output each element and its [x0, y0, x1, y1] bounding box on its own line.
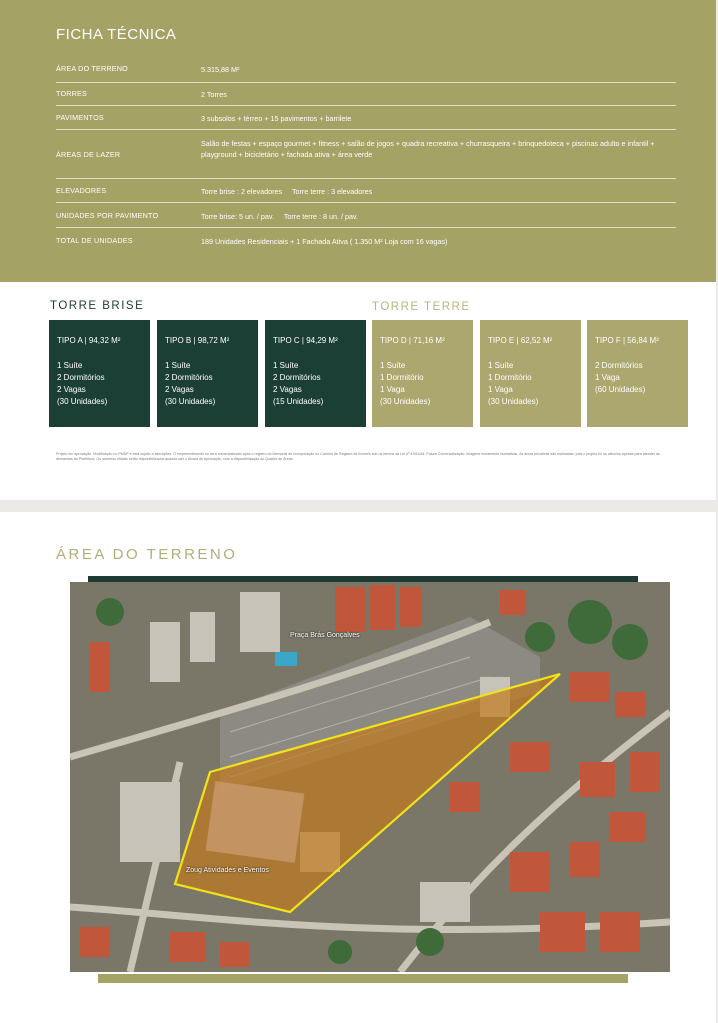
- unit-card-line: 2 Vagas: [57, 385, 86, 394]
- unit-card-tipo-e: [480, 320, 581, 427]
- torre-brise-title: TORRE BRISE: [50, 300, 145, 312]
- unit-card-header: TIPO A | 94,32 M²: [57, 336, 121, 345]
- unit-card-line: 1 Vaga: [380, 385, 405, 394]
- spec-row-pavimentos: [56, 113, 676, 130]
- unit-card-line: 2 Dormitórios: [57, 373, 105, 382]
- spec-label: UNIDADES POR PAVIMENTO: [56, 211, 159, 220]
- unit-card-tipo-f: [587, 320, 688, 427]
- area-terreno-title: ÁREA DO TERRENO: [56, 546, 238, 563]
- map-label-praca: Praça Brás Gonçalves: [290, 632, 360, 639]
- unit-card-line: (30 Unidades): [57, 397, 108, 406]
- unit-card-line: 1 Dormitório: [488, 373, 532, 382]
- unit-card-body: [57, 360, 107, 408]
- spec-row-torres: [56, 89, 676, 106]
- unit-card-body: [595, 360, 645, 396]
- spec-label: TOTAL DE UNIDADES: [56, 236, 133, 245]
- spec-value: 2 Torres: [201, 90, 227, 99]
- spec-row-unidades-pavimento: [56, 211, 676, 228]
- ficha-tecnica-title: FICHA TÉCNICA: [56, 26, 177, 43]
- unit-card-tipo-c: [265, 320, 366, 427]
- unit-card-header: TIPO D | 71,16 M²: [380, 336, 445, 345]
- spec-label: ÁREA DO TERRENO: [56, 64, 128, 73]
- unit-card-body: [165, 360, 215, 408]
- unit-card-line: 2 Vagas: [165, 385, 194, 394]
- spec-label: ÁREAS DE LAZER: [56, 150, 121, 159]
- spec-row-area: [56, 64, 676, 83]
- ficha-tecnica-panel: [0, 0, 716, 282]
- unit-card-body: [488, 360, 538, 408]
- unit-card-line: (30 Unidades): [380, 397, 431, 406]
- unit-card-line: 2 Dormitórios: [165, 373, 213, 382]
- unit-card-line: 2 Vagas: [273, 385, 302, 394]
- unit-card-line: 1 Vaga: [488, 385, 513, 394]
- area-terreno-page: [0, 512, 716, 1023]
- unit-card-header: TIPO B | 98,72 M²: [165, 336, 230, 345]
- unit-card-line: (30 Unidades): [488, 397, 539, 406]
- technical-sheet-page: [0, 0, 716, 500]
- spec-value: 5.315,88 M²: [201, 65, 240, 74]
- spec-label: ELEVADORES: [56, 186, 107, 195]
- unit-card-header: TIPO E | 62,52 M²: [488, 336, 553, 345]
- spec-row-total-unidades: [56, 236, 676, 252]
- unit-card-body: [380, 360, 430, 408]
- torre-terre-title: TORRE TERRE: [372, 301, 471, 313]
- decorative-bar-bottom: [98, 974, 628, 983]
- unit-card-line: 1 Suíte: [165, 361, 191, 370]
- spec-label: PAVIMENTOS: [56, 113, 104, 122]
- unit-card-line: 1 Suíte: [273, 361, 299, 370]
- unit-card-line: (60 Unidades): [595, 385, 646, 394]
- unit-card-line: 2 Dormitórios: [595, 361, 643, 370]
- unit-card-line: 1 Suíte: [380, 361, 406, 370]
- spec-row-lazer: [56, 138, 676, 179]
- spec-label: TORRES: [56, 89, 88, 98]
- unit-card-line: 1 Vaga: [595, 373, 620, 382]
- aerial-map-image: [70, 582, 670, 972]
- map-label-local: Zoug Atividades e Eventos: [186, 867, 269, 874]
- unit-card-line: 1 Dormitório: [380, 373, 424, 382]
- spec-row-elevadores: [56, 186, 676, 203]
- unit-card-header: TIPO F | 56,84 M²: [595, 336, 659, 345]
- unit-card-tipo-b: [157, 320, 258, 427]
- unit-card-header: TIPO C | 94,29 M²: [273, 336, 338, 345]
- unit-card-tipo-d: [372, 320, 473, 427]
- unit-card-line: 1 Suíte: [488, 361, 514, 370]
- unit-card-line: 1 Suíte: [57, 361, 83, 370]
- unit-card-line: (15 Unidades): [273, 397, 324, 406]
- unit-card-tipo-a: [49, 320, 150, 427]
- spec-value: 3 subsolos + térreo + 15 pavimentos + barrilete: [201, 114, 352, 123]
- unit-card-body: [273, 360, 323, 408]
- aerial-site-map: [70, 582, 670, 972]
- unit-card-line: (30 Unidades): [165, 397, 216, 406]
- spec-value: 189 Unidades Residenciais + 1 Fachada Ativa ( 1.350 M² Loja com 16 vagas): [201, 237, 448, 246]
- spec-value: Salão de festas + espaço gourmet + fitness + salão de jogos + quadra recreativa + churrasqueira + brinquedoteca + piscinas adulto e infantil + playground + bicicletário + fachada ativa + área verde: [201, 139, 655, 159]
- spec-value: Torre brise: 5 un. / pav. Torre terre : 8 un. / pav.: [201, 212, 358, 221]
- legal-fineprint: Projeto em aprovação. Modificação no PMSP e está sujeito a alterações. O empreendimento só será comercializado após o registro do Memorial de Incorporação no Cartório de Registro de Imóveis sob os termos da Lei nº 4.591/64. Futura Comercialização. Imagens meramente ilustrativas. As áreas privativas são estimadas, pois o projeto foi os cálculos apenas para atender as demandas da Prefeitura. Os números oficiais serão disponibilizados quando sair o Alvará de Aprovação, com a disponibilização do Quadro de Áreas.: [56, 452, 660, 461]
- unit-card-line: 2 Dormitórios: [273, 373, 321, 382]
- spec-value: Torre brise : 2 elevadores Torre terre : 3 elevadores: [201, 187, 373, 196]
